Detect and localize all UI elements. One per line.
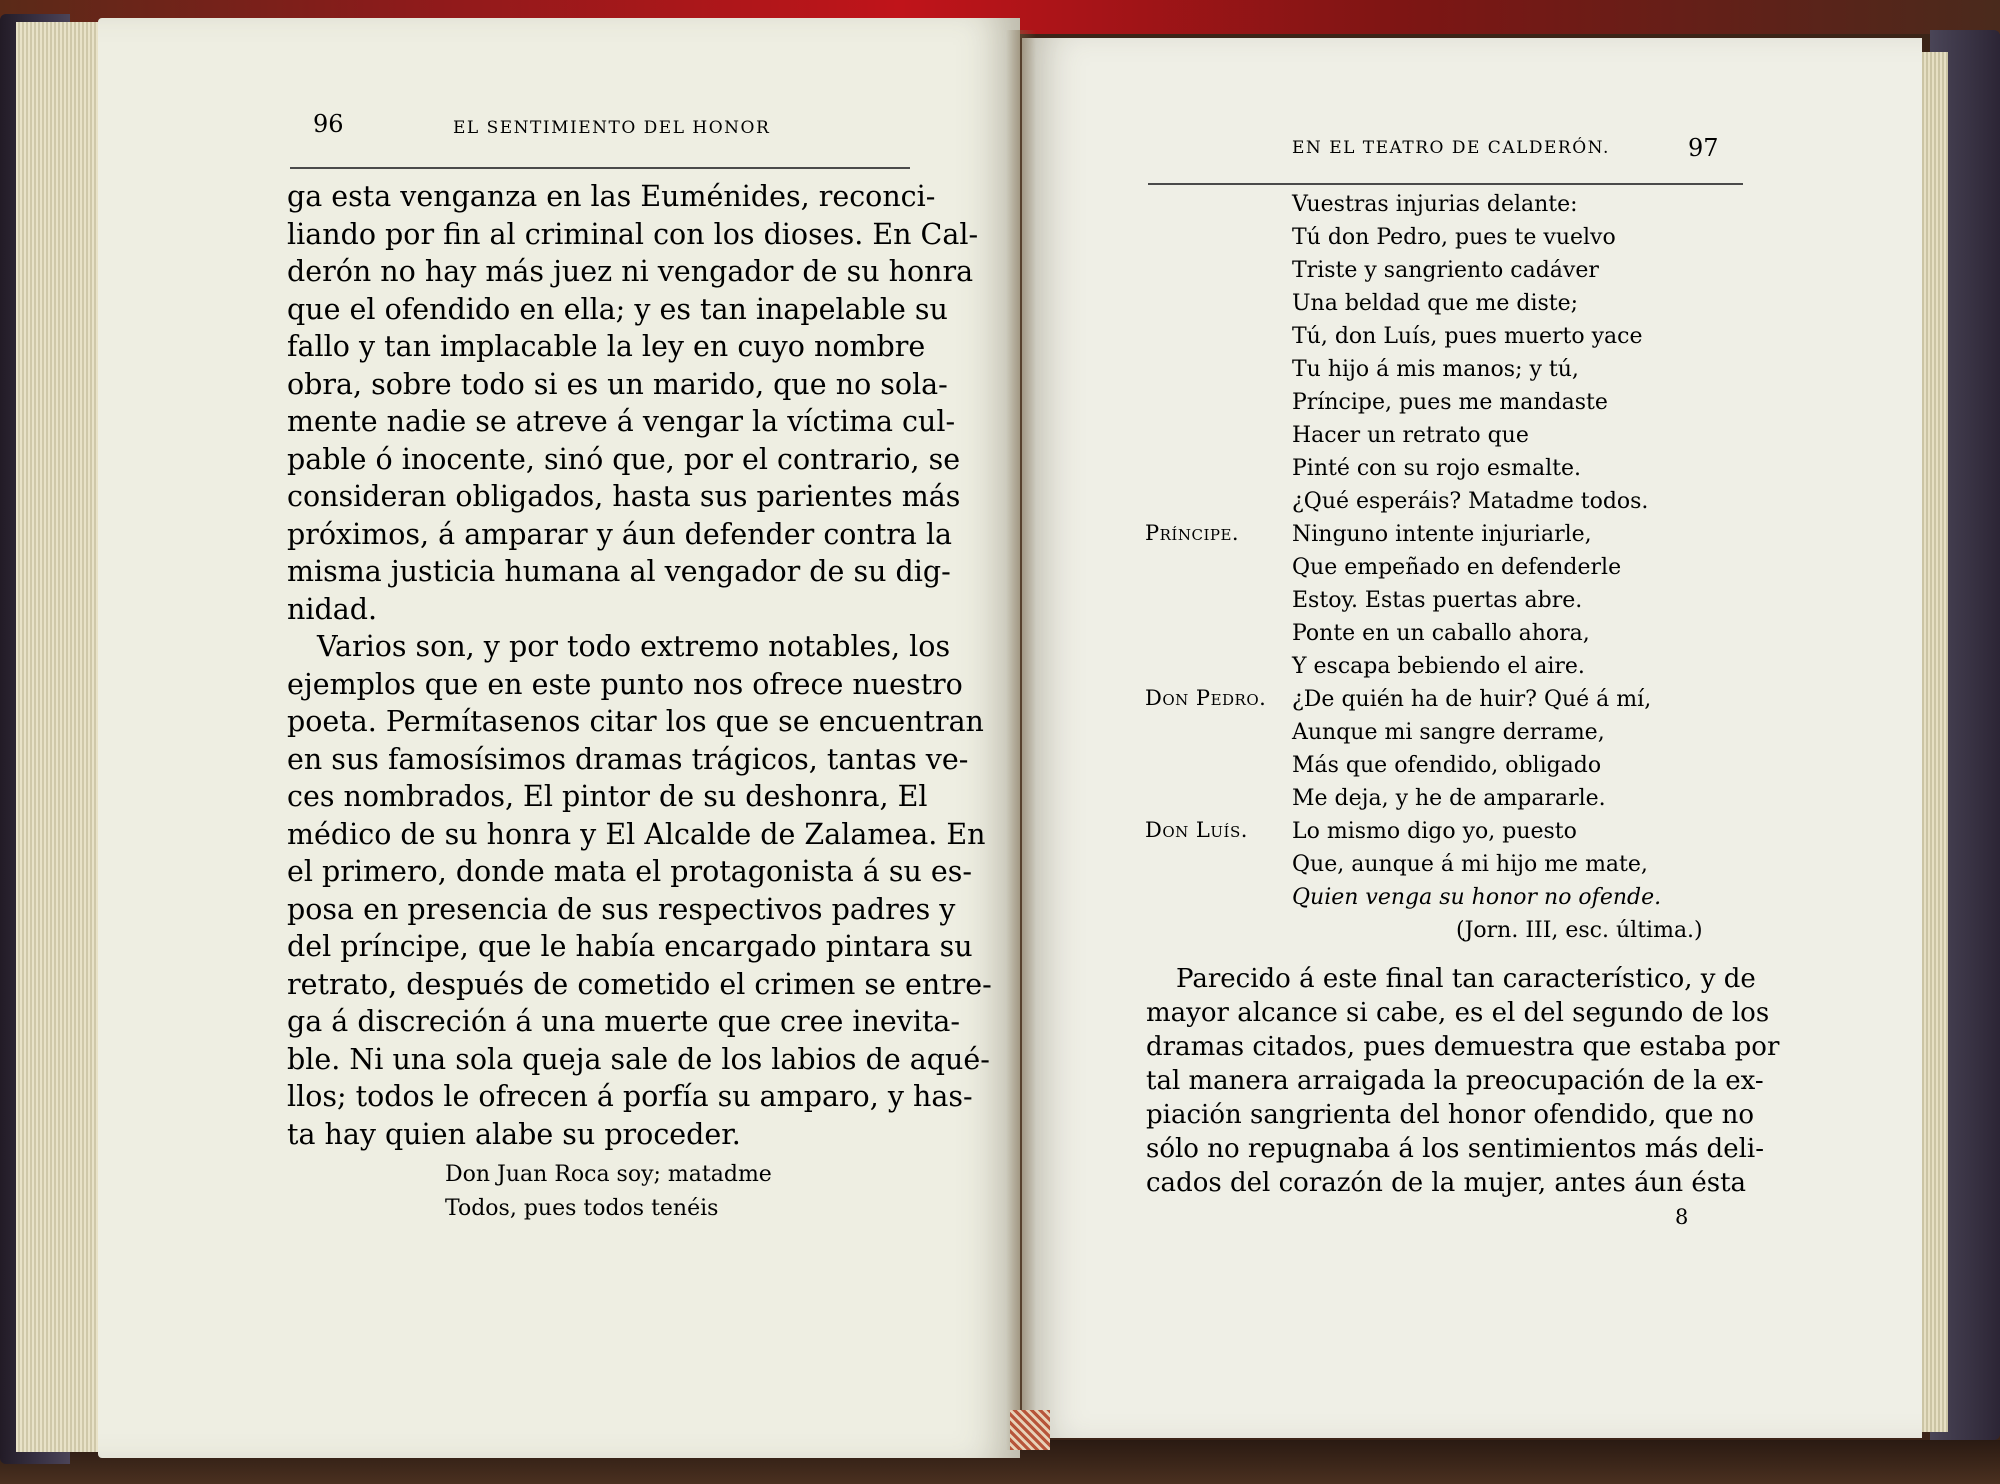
left-verse <box>445 1158 772 1226</box>
text-line: ga esta venganza en las Euménides, reconci- <box>287 180 936 213</box>
verse-line: Que, aunque á mi hijo me mate, <box>1292 852 1648 877</box>
right-header-rule <box>1148 183 1743 185</box>
text-line: ejemplos que en este punto nos ofrece nuestro <box>287 667 963 701</box>
book-gutter <box>1006 30 1036 1450</box>
verse-line: Todos, pues todos tenéis <box>445 1196 719 1221</box>
text-line: fallo y tan implacable la ley en cuyo nombre <box>287 330 926 363</box>
text-line: posa en presencia de sus respectivos padres y <box>287 892 956 926</box>
headband <box>1010 1410 1050 1450</box>
text-line: ces nombrados, El pintor de su deshonra, El <box>287 780 928 813</box>
right-verse <box>1292 188 1661 914</box>
text-line: pable ó inocente, sinó que, por el contrario, se <box>287 442 961 476</box>
verse-line: Pinté con su rojo esmalte. <box>1292 456 1582 481</box>
left-header-rule <box>290 167 910 169</box>
text-line: Varios son, y por todo extremo notables, los <box>317 630 951 663</box>
verse-line: ¿De quién ha de huir? Qué á mí, <box>1292 687 1652 712</box>
text-line: consideran obligados, hasta sus parientes más <box>287 480 961 513</box>
text-line: médico de su honra y El Alcalde de Zalamea. En <box>287 817 986 851</box>
verse-line: Una beldad que me diste; <box>1292 291 1579 316</box>
verse-line: Y escapa bebiendo el aire. <box>1292 654 1585 679</box>
text-line: derón no hay más juez ni vengador de su honra <box>287 255 974 288</box>
text-line: nidad. <box>287 592 378 626</box>
verse-line: Tú don Pedro, pues te vuelvo <box>1292 225 1616 250</box>
text-line: mayor alcance si cabe, es el del segundo de los <box>1146 998 1770 1028</box>
signature-mark: 8 <box>1675 1205 1689 1229</box>
text-line: retrato, después de cometido el crimen se entre- <box>287 967 992 1001</box>
verse-line: Ninguno intente injuriarle, <box>1292 522 1592 547</box>
text-line: el primero, donde mata el protagonista á su es- <box>287 855 972 888</box>
text-line: del príncipe, que le había encargado pintara su <box>287 930 973 963</box>
text-line: tal manera arraigada la preocupación de la ex- <box>1146 1066 1764 1096</box>
text-line: ga á discreción á una muerte que cree inevita- <box>287 1005 961 1038</box>
page-edges-left <box>16 22 100 1452</box>
verse-line: Vuestras injurias delante: <box>1292 192 1578 217</box>
text-line: Parecido á este final tan característico, y de <box>1176 964 1756 994</box>
verse-line: Me deja, y he de ampararle. <box>1292 786 1606 811</box>
text-line: que el ofendido en ella; y es tan inapelable su <box>287 292 948 326</box>
left-page-number: 96 <box>313 110 344 138</box>
verse-line: ¿Qué esperáis? Matadme todos. <box>1292 489 1649 514</box>
verse-line: Hacer un retrato que <box>1292 423 1529 448</box>
right-body-text <box>1146 962 1780 1200</box>
text-line: liando por fin al criminal con los dioses. En Cal- <box>287 217 979 251</box>
text-line: mente nadie se atreve á vengar la víctima cul- <box>287 405 956 438</box>
text-line: llos; todos le ofrecen á porfía su amparo, y has- <box>287 1080 973 1113</box>
speaker-don-luis: Don Luís. <box>1145 818 1248 842</box>
text-line: piación sangrienta del honor ofendido, que no <box>1146 1100 1755 1130</box>
verse-line: Más que ofendido, obligado <box>1292 753 1602 778</box>
text-line: ble. Ni una sola queja sale de los labios de aqué- <box>287 1042 990 1076</box>
verse-line: Estoy. Estas puertas abre. <box>1292 588 1583 613</box>
verse-line: Príncipe, pues me mandaste <box>1292 390 1608 415</box>
speaker-principe: Príncipe. <box>1145 521 1240 545</box>
text-line: obra, sobre todo si es un marido, que no sola- <box>287 367 948 401</box>
verse-line: Aunque mi sangre derrame, <box>1292 720 1605 745</box>
citation: (Jorn. III, esc. última.) <box>1456 918 1703 943</box>
verse-line: Quien venga su honor no ofende. <box>1292 885 1662 910</box>
text-line: sólo no repugnaba á los sentimientos más deli- <box>1146 1134 1764 1164</box>
verse-line: Ponte en un caballo ahora, <box>1292 621 1590 646</box>
verse-line: Tu hijo á mis manos; y tú, <box>1292 357 1579 382</box>
right-page-number: 97 <box>1688 134 1719 162</box>
text-line: en sus famosísimos dramas trágicos, tantas ve- <box>287 742 969 776</box>
verse-line: Que empeñado en defenderle <box>1292 555 1622 580</box>
left-body-text <box>287 178 992 1153</box>
left-running-head: EL SENTIMIENTO DEL HONOR <box>453 118 771 138</box>
verse-line: Don Juan Roca soy; matadme <box>445 1162 772 1187</box>
text-line: dramas citados, pues demuestra que estaba por <box>1146 1032 1780 1062</box>
text-line: próximos, á amparar y áun defender contra la <box>287 517 953 551</box>
verse-line: Lo mismo digo yo, puesto <box>1292 819 1577 844</box>
text-line: misma justicia humana al vengador de su dig- <box>287 555 951 588</box>
verse-line: Triste y sangriento cadáver <box>1292 258 1599 283</box>
speaker-don-pedro: Don Pedro. <box>1145 686 1267 710</box>
text-line: ta hay quien alabe su proceder. <box>287 1117 741 1151</box>
verse-line: Tú, don Luís, pues muerto yace <box>1292 324 1643 349</box>
right-running-head: EN EL TEATRO DE CALDERÓN. <box>1292 138 1610 158</box>
text-line: poeta. Permítasenos citar los que se encuentran <box>287 705 984 738</box>
text-line: cados del corazón de la mujer, antes áun ésta <box>1146 1168 1747 1198</box>
